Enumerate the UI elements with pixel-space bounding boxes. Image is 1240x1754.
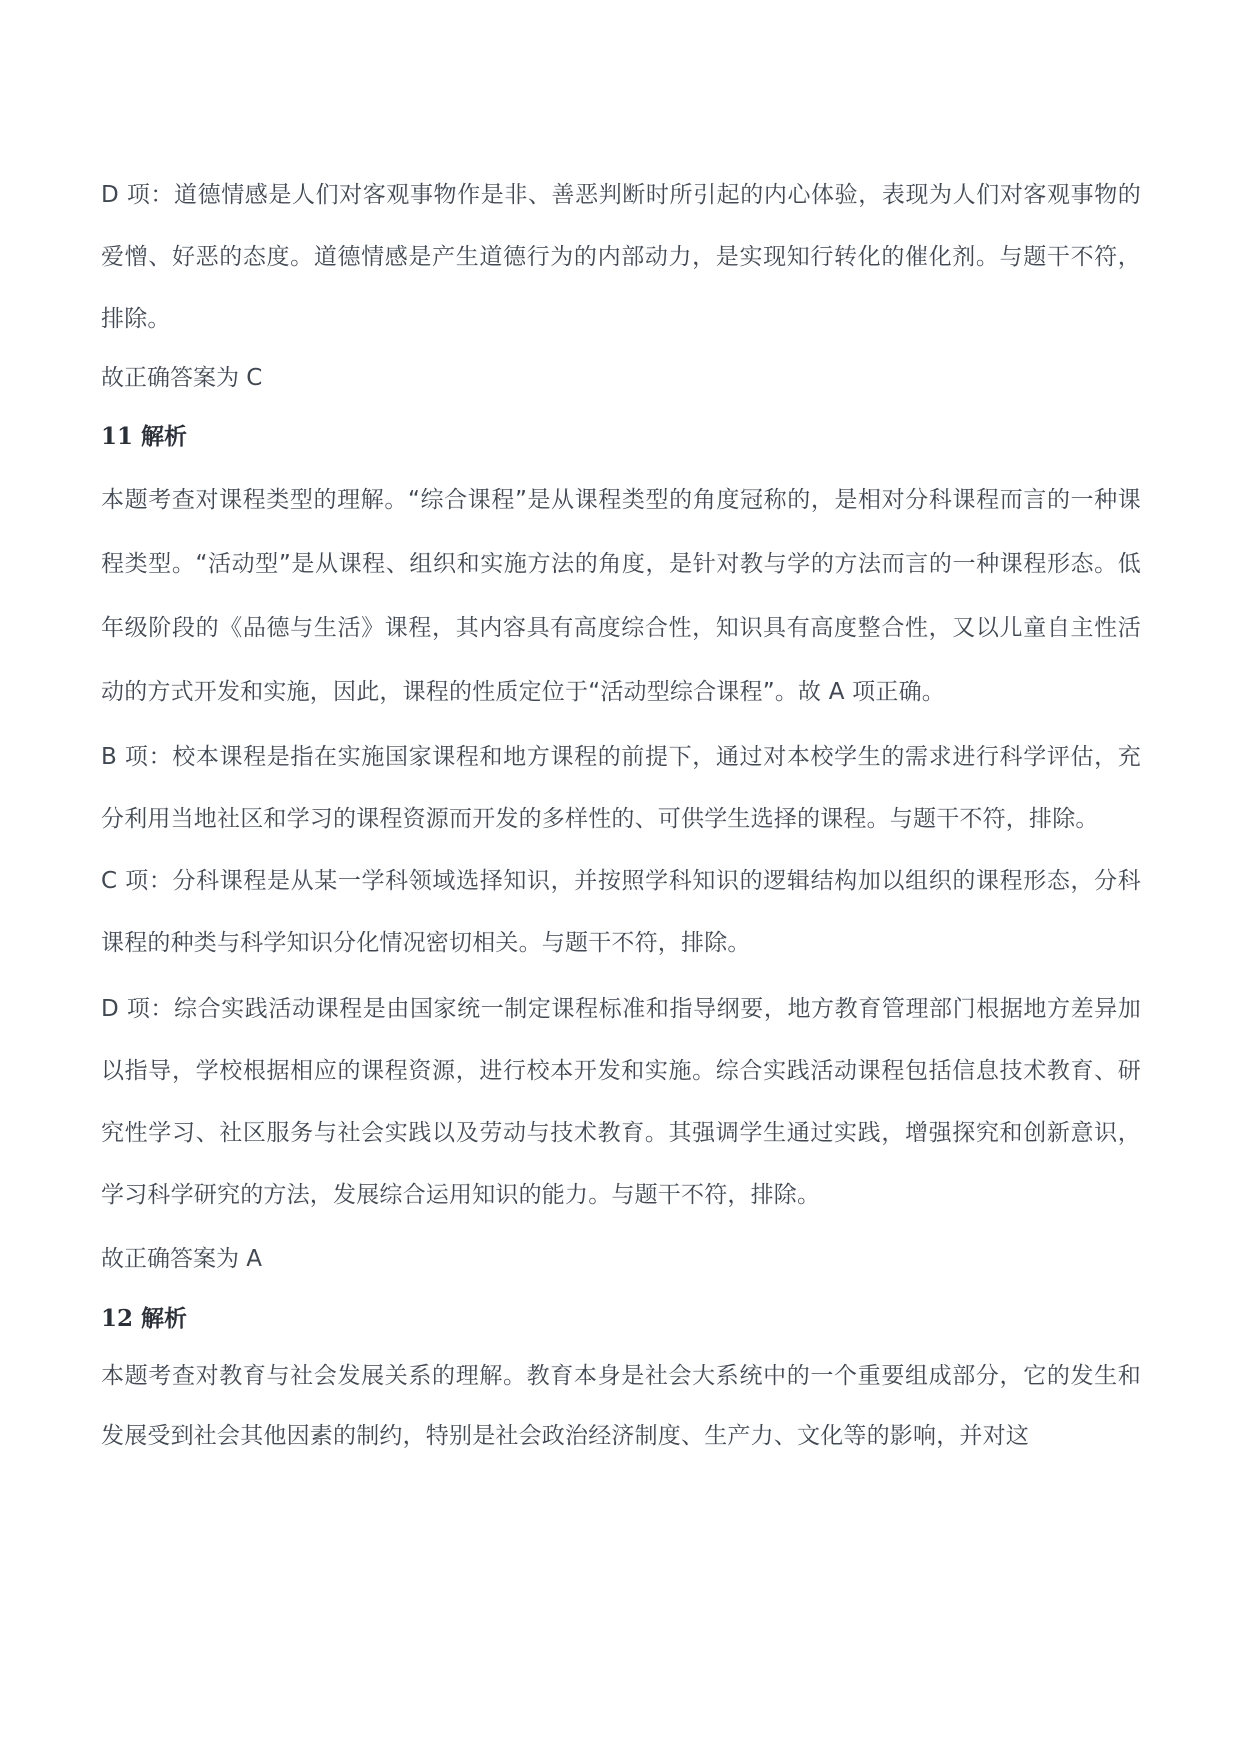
option-d-explanation-q11: D 项：综合实践活动课程是由国家统一制定课程标准和指导纲要，地方教育管理部门根据地方差异加以指导，学校根据相应的课程资源，进行校本开发和实施。综合实践活动课程包括信息技术教育、研究性学习、社区服务与社会实践以及劳动与技术教育。其强调学生通过实践，增强探究和创新意识，学习科学研究的方法，发展综合运用知识的能力。与题干不符，排除。: [101, 996, 1141, 1208]
analysis-q11: 本题考查对课程类型的理解。“综合课程”是从课程类型的角度冠称的，是相对分科课程而言的一种课程类型。“活动型”是从课程、组织和实施方法的角度，是针对教与学的方法而言的一种课程形态。低年级阶段的《品德与生活》课程，其内容具有高度综合性，知识具有高度整合性，又以儿童自主性活动的方式开发和实施，因此，课程的性质定位于“活动型综合课程”。故 A 项正确。: [101, 487, 1141, 705]
option-c-explanation-q11: C 项：分科课程是从某一学科领域选择知识，并按照学科知识的逻辑结构加以组织的课程形态，分科课程的种类与科学知识分化情况密切相关。与题干不符，排除。: [101, 868, 1141, 956]
option-b-explanation-q11: B 项：校本课程是指在实施国家课程和地方课程的前提下，通过对本校学生的需求进行科学评估，充分利用当地社区和学习的课程资源而开发的多样性的、可供学生选择的课程。与题干不符，排除。: [101, 744, 1141, 832]
heading-q11: 11 解析: [101, 423, 188, 450]
answer-q11: 故正确答案为 A: [101, 1246, 263, 1272]
heading-q12: 12 解析: [101, 1305, 188, 1332]
option-d-explanation-q10: D 项：道德情感是人们对客观事物作是非、善恶判断时所引起的内心体验，表现为人们对客观事物的爱憎、好恶的态度。道德情感是产生道德行为的内部动力，是实现知行转化的催化剂。与题干不符，排除。: [101, 182, 1141, 332]
analysis-q12: 本题考查对教育与社会发展关系的理解。教育本身是社会大系统中的一个重要组成部分，它的发生和发展受到社会其他因素的制约，特别是社会政治经济制度、生产力、文化等的影响，并对这: [101, 1363, 1141, 1449]
document-body: [101, 164, 1141, 1466]
answer-q10: 故正确答案为 C: [101, 365, 263, 391]
